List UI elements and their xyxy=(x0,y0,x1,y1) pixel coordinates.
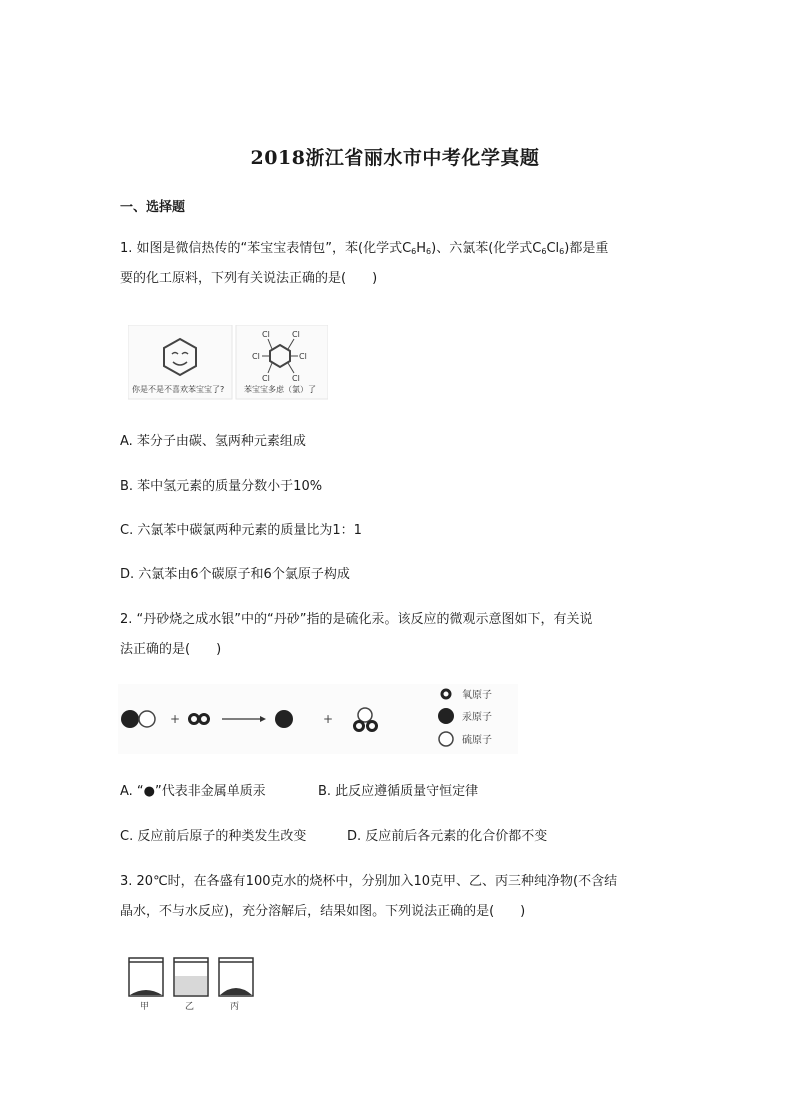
beaker-yi xyxy=(174,958,208,996)
fig-caption-1: 你是不是不喜欢苯宝宝了? xyxy=(132,385,225,394)
beaker-label-bing: 丙 xyxy=(230,1002,240,1012)
plus-sign: + xyxy=(323,712,334,726)
fig-caption-2: 苯宝宝多虑（氯）了 xyxy=(244,385,316,394)
mercury-atom-icon xyxy=(121,710,139,728)
sulfur-atom-icon xyxy=(139,711,155,727)
q2-option-d: D. 反应前后各元素的化合价都不变 xyxy=(347,829,548,844)
q3-line-2: 晶水，不与水反应)，充分溶解后，结果如图。下列说法正确的是( ) xyxy=(120,904,526,919)
q1-line-2: 要的化工原料，下列有关说法正确的是( ) xyxy=(120,271,378,286)
q2-option-a: A. “●”代表非金属单质汞 xyxy=(120,784,266,799)
page-title: 2018浙江省丽水市中考化学真题 xyxy=(250,147,540,169)
beaker-label-yi: 乙 xyxy=(185,1002,195,1012)
q1-benzene-figure xyxy=(128,325,328,400)
q1-number: 1. xyxy=(120,241,133,256)
legend-mercury-label: 汞原子 xyxy=(462,712,492,723)
q3-beakers-figure xyxy=(126,950,256,1012)
q1-option-b: B. 苯中氢元素的质量分数小于10% xyxy=(120,479,323,494)
mercury-atom-icon xyxy=(275,710,293,728)
section-heading: 一、选择题 xyxy=(120,200,186,215)
q2-options-row-2 xyxy=(120,828,547,846)
dissolved-solution-icon xyxy=(175,976,207,995)
cl-label: Cl xyxy=(292,374,300,383)
q1-option-d: D. 六氯苯由6个碳原子和6个氯原子构成 xyxy=(120,567,350,582)
cl-label: Cl xyxy=(292,330,300,339)
q2-reaction-diagram xyxy=(118,684,518,754)
q2-options-row-1 xyxy=(120,783,478,801)
q1-line-1: 1. 如图是微信热传的“苯宝宝表情包”，苯(化学式$C_6H_6$)、六氯苯(化学式$C_6Cl_6$)都是重 xyxy=(120,241,609,256)
legend-sulfur-label: 硫原子 xyxy=(462,735,492,746)
beaker-label-jia: 甲 xyxy=(140,1002,150,1012)
plus-sign: + xyxy=(170,712,181,726)
cl-label: Cl xyxy=(252,352,260,361)
cl-label: Cl xyxy=(299,352,307,361)
q2-line-1: 2. “丹砂烧之成水银”中的“丹砂”指的是硫化汞。该反应的微观示意图如下，有关说 xyxy=(120,612,593,627)
beaker-jia xyxy=(129,958,163,996)
q2-line-2: 法正确的是( ) xyxy=(120,642,222,657)
cl-label: Cl xyxy=(262,330,270,339)
q3-line-1: 3. 20℃时，在各盛有100克水的烧杯中，分别加入10克甲、乙、丙三种纯净物(不含结 xyxy=(120,874,618,889)
q2-option-b: B. 此反应遵循质量守恒定律 xyxy=(318,784,479,799)
legend-sulfur-icon xyxy=(439,732,453,746)
sulfur-atom-icon xyxy=(358,708,372,722)
cl-label: Cl xyxy=(262,374,270,383)
q1-option-c: C. 六氯苯中碳氯两种元素的质量比为1：1 xyxy=(120,523,362,538)
legend-mercury-icon xyxy=(438,708,454,724)
q2-option-c: C. 反应前后原子的种类发生改变 xyxy=(120,829,307,844)
beaker-bing xyxy=(219,958,253,996)
legend-oxygen-label: 氧原子 xyxy=(462,690,492,701)
q1-option-a: A. 苯分子由碳、氢两种元素组成 xyxy=(120,434,306,449)
